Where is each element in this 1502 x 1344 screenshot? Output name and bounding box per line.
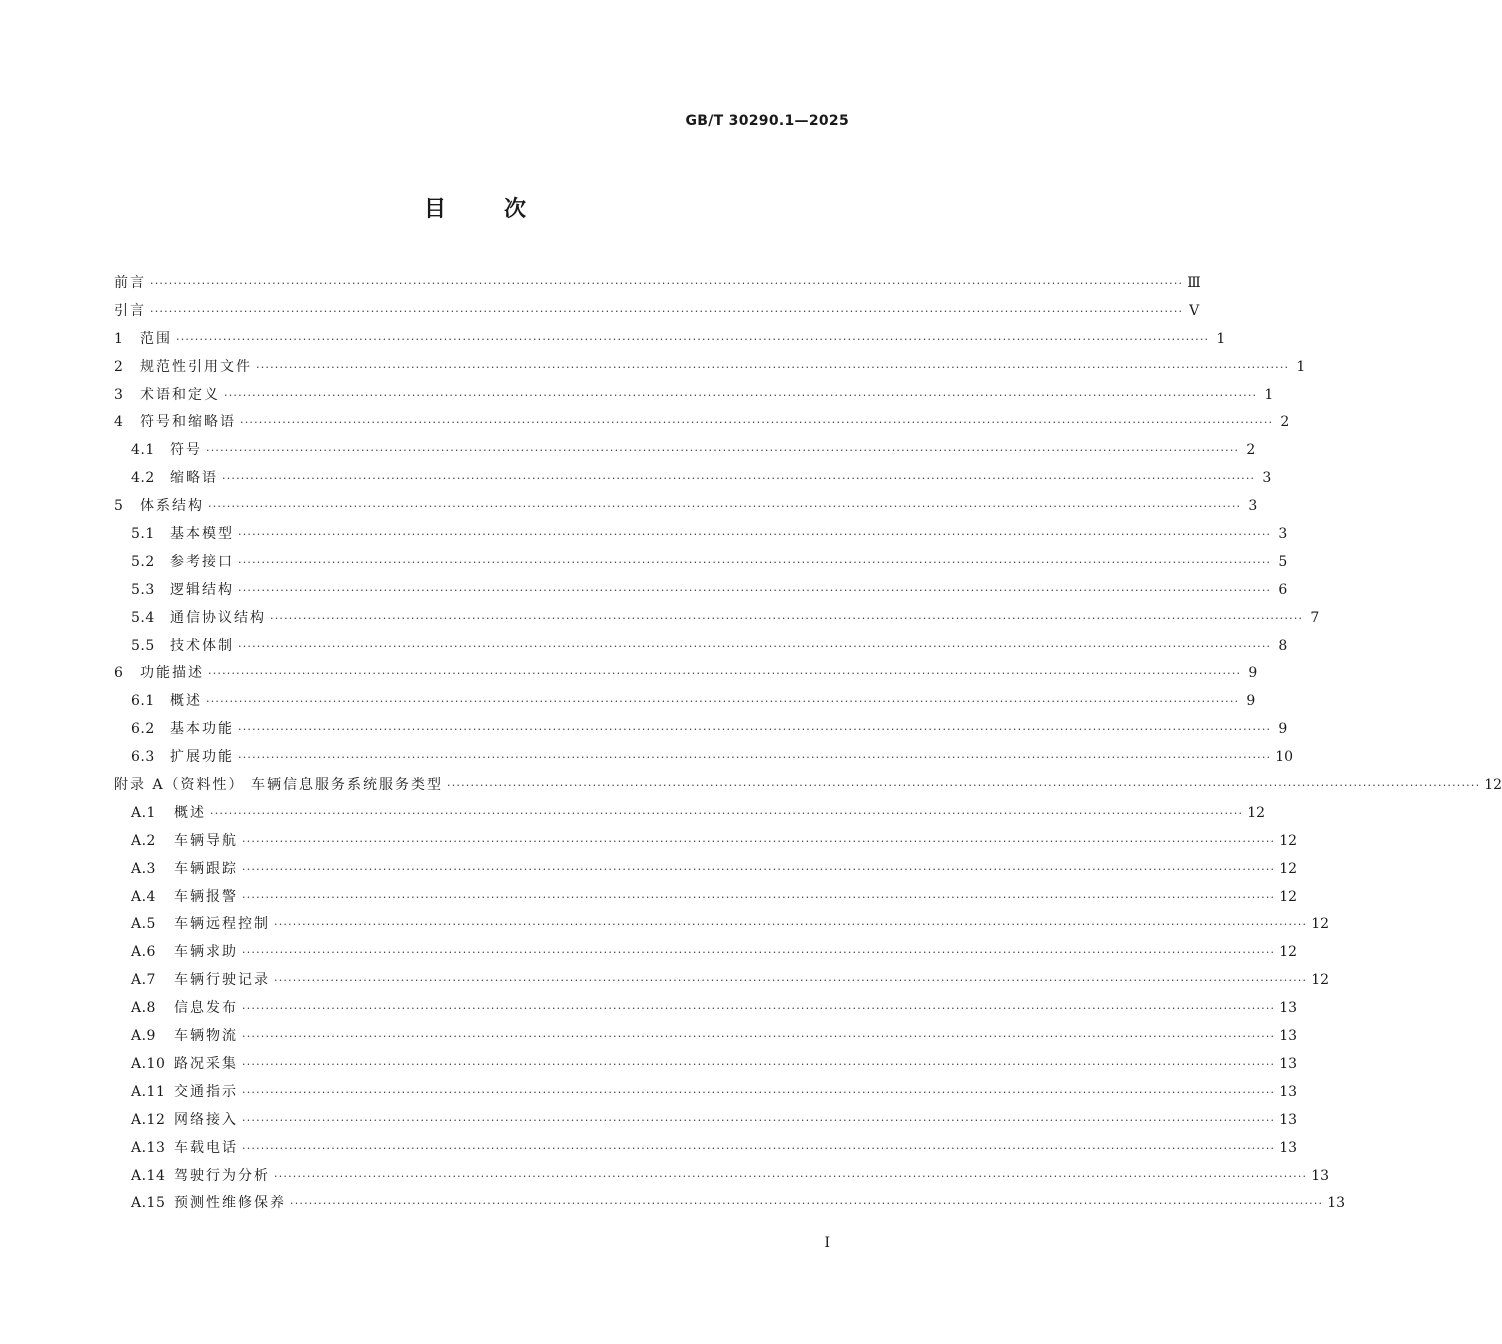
toc-entry[interactable]	[114, 995, 1298, 1023]
toc-entry-page: 13	[1327, 1195, 1346, 1212]
toc-entry-page: 9	[1278, 721, 1288, 738]
toc-entry-number: 4	[114, 414, 124, 431]
toc-entry-page: 10	[1275, 749, 1294, 766]
toc-entry-number: 4.2	[131, 470, 155, 487]
toc-entry-page: 3	[1262, 470, 1272, 487]
toc-entry-label: 技术体制	[170, 637, 234, 654]
toc-dot-leader: ····························································································································································································································	[238, 639, 1272, 653]
toc-dot-leader: ····························································································································································································································	[222, 472, 1256, 486]
toc-entry-label: 驾驶行为分析	[174, 1167, 270, 1184]
toc-entry-label: 术语和定义	[140, 386, 220, 403]
toc-entry[interactable]	[114, 828, 1298, 856]
toc-entry-label: 车载电话	[174, 1139, 238, 1156]
toc-entry-label: 功能描述	[140, 665, 204, 682]
toc-entry-label: 车辆远程控制	[174, 916, 270, 933]
toc-dot-leader: ····························································································································································································································	[447, 779, 1481, 793]
toc-entry-number: A.2	[131, 832, 156, 849]
toc-entry[interactable]	[114, 493, 1258, 521]
toc-dot-leader: ····························································································································································································································	[274, 918, 1308, 932]
toc-entry-number: 4.1	[131, 442, 155, 459]
toc-entry-page: 12	[1311, 916, 1330, 933]
toc-dot-leader: ····························································································································································································································	[274, 1169, 1308, 1183]
toc-entry-label: 通信协议结构	[170, 609, 266, 626]
toc-entry-page: 12	[1247, 804, 1266, 821]
toc-entry[interactable]	[114, 1023, 1298, 1051]
toc-dot-leader: ····························································································································································································································	[242, 1057, 1276, 1071]
toc-entry-page: 7	[1310, 609, 1320, 626]
toc-dot-leader: ····························································································································································································································	[224, 388, 1258, 402]
toc-entry-label: 符号	[170, 442, 202, 459]
toc-entry[interactable]	[114, 577, 1288, 605]
toc-entry[interactable]	[114, 1107, 1298, 1135]
table-of-contents	[114, 270, 1502, 1218]
toc-entry[interactable]	[114, 716, 1288, 744]
toc-entry-label: 车辆物流	[174, 1028, 238, 1045]
toc-entry-label: 逻辑结构	[170, 581, 234, 598]
toc-entry-page: 13	[1279, 1083, 1298, 1100]
toc-entry[interactable]	[114, 660, 1258, 688]
toc-entry-label: 车辆报警	[174, 888, 238, 905]
toc-entry[interactable]	[114, 939, 1298, 967]
toc-entry-number: A.15	[131, 1195, 166, 1212]
toc-entry-number: 5	[114, 498, 124, 515]
standard-code: GB/T 30290.1—2025	[685, 113, 849, 129]
toc-dot-leader: ····························································································································································································································	[210, 806, 1244, 820]
toc-entry-page: 2	[1280, 414, 1290, 431]
toc-entry-page: 2	[1246, 442, 1256, 459]
toc-dot-leader: ····························································································································································································································	[242, 890, 1276, 904]
toc-dot-leader: ····························································································································································································································	[238, 528, 1272, 542]
toc-entry-number: A.10	[131, 1055, 166, 1072]
toc-dot-leader: ····························································································································································································································	[242, 1141, 1276, 1155]
toc-entry[interactable]	[114, 298, 1200, 326]
toc-dot-leader: ····························································································································································································································	[290, 1197, 1324, 1211]
toc-entry-number: 5.4	[131, 609, 155, 626]
toc-entry[interactable]	[114, 549, 1288, 577]
toc-dot-leader: ····························································································································································································································	[238, 555, 1272, 569]
toc-dot-leader: ····························································································································································································································	[238, 723, 1272, 737]
toc-entry-label: 概述	[170, 693, 202, 710]
toc-entry[interactable]	[114, 633, 1288, 661]
toc-entry-label: 体系结构	[140, 498, 204, 515]
toc-entry-label: 预测性维修保养	[174, 1195, 286, 1212]
toc-dot-leader: ····························································································································································································································	[238, 583, 1272, 597]
toc-entry[interactable]	[114, 772, 1502, 800]
toc-entry[interactable]	[114, 270, 1201, 298]
toc-entry-label: 参考接口	[170, 553, 234, 570]
toc-entry-page: 9	[1246, 693, 1256, 710]
toc-entry-number: 5.3	[131, 581, 155, 598]
toc-entry[interactable]	[114, 1163, 1330, 1191]
toc-entry-number: A.14	[131, 1167, 166, 1184]
toc-entry-page: 12	[1484, 777, 1502, 794]
toc-dot-leader: ····························································································································································································································	[150, 304, 1184, 318]
toc-entry-page: 3	[1248, 498, 1258, 515]
toc-entry[interactable]	[114, 521, 1288, 549]
toc-entry-label: 交通指示	[174, 1083, 238, 1100]
toc-entry-number: 5.1	[131, 526, 155, 543]
toc-dot-leader: ····························································································································································································································	[240, 416, 1274, 430]
toc-entry[interactable]	[114, 1051, 1298, 1079]
toc-dot-leader: ····························································································································································································································	[176, 332, 1210, 346]
toc-entry-page: 1	[1264, 386, 1274, 403]
toc-entry-page: 13	[1311, 1167, 1330, 1184]
toc-entry-label: 引言	[114, 302, 146, 319]
toc-entry-page: 8	[1278, 637, 1288, 654]
toc-entry[interactable]	[114, 911, 1330, 939]
toc-entry[interactable]	[114, 326, 1226, 354]
toc-entry-number: 6	[114, 665, 124, 682]
toc-entry[interactable]	[114, 1079, 1298, 1107]
toc-entry[interactable]	[114, 382, 1274, 410]
toc-entry-number: 3	[114, 386, 124, 403]
toc-entry-number: 6.2	[131, 721, 155, 738]
toc-entry-page: 1	[1296, 358, 1306, 375]
toc-dot-leader: ····························································································································································································································	[150, 277, 1184, 290]
toc-dot-leader: ····························································································································································································································	[274, 974, 1308, 988]
toc-entry[interactable]	[114, 1190, 1346, 1218]
toc-dot-leader: ····························································································································································································································	[242, 1085, 1276, 1099]
toc-entry-page: 13	[1279, 1139, 1298, 1156]
toc-entry[interactable]	[114, 354, 1306, 382]
toc-entry-number: A.5	[131, 916, 156, 933]
toc-entry-label: 车辆跟踪	[174, 860, 238, 877]
toc-entry-page: 12	[1279, 944, 1298, 961]
toc-entry[interactable]	[114, 884, 1298, 912]
toc-entry-label: 概述	[174, 804, 206, 821]
toc-entry[interactable]	[114, 967, 1330, 995]
toc-entry[interactable]	[114, 856, 1298, 884]
toc-entry-label: 路况采集	[174, 1055, 238, 1072]
toc-entry-number: 1	[114, 330, 124, 347]
toc-dot-leader: ····························································································································································································································	[256, 360, 1290, 374]
toc-dot-leader: ····························································································································································································································	[270, 611, 1304, 625]
toc-dot-leader: ····························································································································································································································	[242, 862, 1276, 876]
toc-entry-page: Ⅴ	[1189, 302, 1200, 319]
toc-dot-leader: ····························································································································································································································	[208, 500, 1242, 514]
toc-entry-page: 12	[1279, 860, 1298, 877]
toc-entry[interactable]	[114, 1135, 1298, 1163]
toc-entry[interactable]	[114, 437, 1256, 465]
toc-entry-label: 网络接入	[174, 1111, 238, 1128]
toc-dot-leader: ····························································································································································································································	[208, 667, 1242, 681]
toc-entry[interactable]	[114, 465, 1272, 493]
toc-dot-leader: ····························································································································································································································	[242, 1002, 1276, 1016]
toc-entry-page: 5	[1278, 553, 1288, 570]
toc-entry-label: 规范性引用文件	[140, 358, 252, 375]
toc-entry-label: 扩展功能	[170, 749, 234, 766]
toc-entry-number: A.6	[131, 944, 156, 961]
toc-entry[interactable]	[114, 744, 1294, 772]
toc-dot-leader: ····························································································································································································································	[242, 946, 1276, 960]
toc-entry-number: 6.3	[131, 749, 155, 766]
toc-entry-label: 车辆导航	[174, 832, 238, 849]
toc-entry-label: 基本模型	[170, 526, 234, 543]
toc-dot-leader: ····························································································································································································································	[206, 695, 1240, 709]
toc-entry-label: 符号和缩略语	[140, 414, 236, 431]
toc-entry-page: 13	[1279, 1000, 1298, 1017]
toc-entry-number: 5.2	[131, 553, 155, 570]
toc-dot-leader: ····························································································································································································································	[242, 1113, 1276, 1127]
toc-dot-leader: ····························································································································································································································	[206, 444, 1240, 458]
toc-entry-label: 范围	[140, 330, 172, 347]
toc-entry-page: 13	[1279, 1111, 1298, 1128]
toc-entry-page: 9	[1248, 665, 1258, 682]
toc-dot-leader: ····························································································································································································································	[242, 1030, 1276, 1044]
toc-entry-page: 13	[1279, 1028, 1298, 1045]
toc-entry[interactable]	[114, 688, 1256, 716]
toc-entry-page: 3	[1278, 526, 1288, 543]
toc-dot-leader: ····························································································································································································································	[242, 834, 1276, 848]
toc-entry-label: 前言	[114, 275, 146, 291]
toc-entry-label: 信息发布	[174, 1000, 238, 1017]
toc-entry-number: A.1	[131, 804, 156, 821]
toc-entry-number: A.3	[131, 860, 156, 877]
toc-entry-page: 13	[1279, 1055, 1298, 1072]
toc-entry-label: 缩略语	[170, 470, 218, 487]
toc-entry-page: 12	[1279, 888, 1298, 905]
toc-entry-number: A.9	[131, 1028, 156, 1045]
toc-entry-label: 附录 A（资料性） 车辆信息服务系统服务类型	[114, 777, 444, 794]
toc-entry-number: A.11	[131, 1083, 166, 1100]
toc-entry-page: 12	[1311, 972, 1330, 989]
page-number: Ⅰ	[824, 1235, 830, 1251]
toc-entry-label: 基本功能	[170, 721, 234, 738]
toc-entry-page: 12	[1279, 832, 1298, 849]
toc-entry-number: 6.1	[131, 693, 155, 710]
toc-entry-number: A.4	[131, 888, 156, 905]
toc-entry-number: 2	[114, 358, 124, 375]
toc-dot-leader: ····························································································································································································································	[238, 751, 1272, 765]
toc-entry-number: A.7	[131, 972, 156, 989]
toc-entry[interactable]	[114, 409, 1290, 437]
toc-entry-label: 车辆求助	[174, 944, 238, 961]
toc-entry-number: 5.5	[131, 637, 155, 654]
toc-entry-label: 车辆行驶记录	[174, 972, 270, 989]
toc-entry[interactable]	[114, 605, 1320, 633]
toc-entry[interactable]	[114, 800, 1266, 828]
toc-entry-number: A.8	[131, 1000, 156, 1017]
toc-entry-page: 1	[1216, 330, 1226, 347]
page-title: 目次	[423, 197, 584, 222]
toc-entry-number: A.12	[131, 1111, 166, 1128]
toc-entry-page: Ⅲ	[1187, 275, 1201, 291]
toc-entry-page: 6	[1278, 581, 1288, 598]
toc-entry-number: A.13	[131, 1139, 166, 1156]
